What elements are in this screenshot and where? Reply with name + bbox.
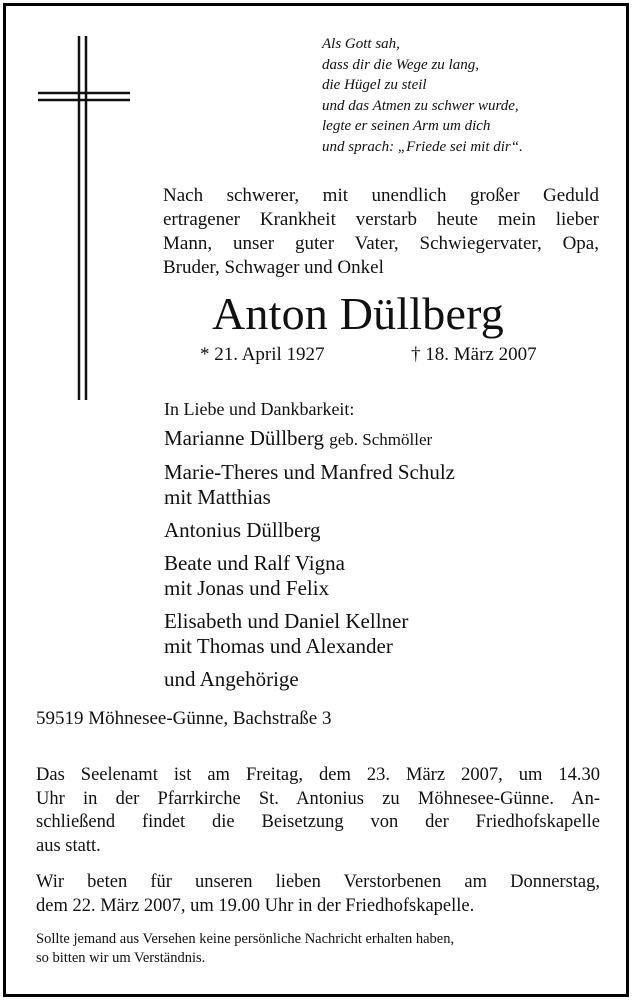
mourner-name: Beate und Ralf Vigna	[164, 551, 345, 575]
intro-line: Bruder, Schwager und Onkel	[163, 257, 384, 278]
poem-line: Als Gott sah,	[322, 36, 400, 52]
mourner-entry	[164, 551, 455, 601]
death-date: † 18. März 2007	[411, 344, 537, 365]
service-line: schließend findet die Beisetzung von der Friedhofskapelle	[36, 812, 600, 832]
poem-line: dass dir die Wege zu lang,	[322, 56, 479, 73]
mourner-children: mit Jonas und Felix	[164, 576, 330, 600]
mourner-name: Marianne Düllberg	[164, 426, 324, 450]
service-line: Das Seelenamt ist am Freitag, dem 23. März 2007, um 14.30	[36, 765, 600, 785]
notice-line: Sollte jemand aus Versehen keine persönliche Nachricht erhalten haben,	[36, 931, 455, 947]
mourner-name: Antonius Düllberg	[164, 518, 321, 542]
intro-text	[163, 184, 599, 280]
mourner-entry	[164, 426, 455, 452]
intro-line: Mann, unser guter Vater, Schwiegervater, Opa,	[163, 233, 599, 254]
mourner-entry	[164, 518, 455, 543]
mourner-name: Marie-Theres und Manfred Schulz	[164, 460, 455, 484]
prayer-line: dem 22. März 2007, um 19.00 Uhr in der Friedhofskapelle.	[36, 895, 475, 916]
intro-line: ertragener Krankheit verstarb heute mein lieber	[163, 209, 599, 230]
deceased-name: Anton Düllberg	[212, 288, 504, 339]
mourner-children: mit Matthias	[164, 485, 271, 509]
mourners-heading: In Liebe und Dankbarkeit:	[164, 399, 355, 419]
notice	[36, 930, 600, 968]
notice-line: so bitten wir um Verständnis.	[36, 950, 206, 966]
poem-line: die Hügel zu steil	[322, 77, 427, 93]
service-line: Uhr in der Pfarrkirche St. Antonius zu Möhnesee-Günne. An-	[36, 788, 600, 809]
poem-line: und sprach: „Friede sei mit dir“.	[322, 138, 523, 155]
address: 59519 Möhnesee-Günne, Bachstraße 3	[36, 708, 332, 729]
birth-date: * 21. April 1927	[200, 344, 325, 365]
mourner-name: und Angehörige	[164, 667, 299, 691]
service-line: aus statt.	[36, 835, 101, 856]
mourner-maiden-name: geb. Schmöller	[329, 430, 433, 449]
mourner-entry	[164, 609, 455, 659]
poem-line: und das Atmen zu schwer wurde,	[322, 97, 519, 114]
mourner-entry	[164, 667, 455, 692]
intro-line: Nach schwerer, mit unendlich großer Geduld	[163, 185, 599, 206]
prayer-line: Wir beten für unseren lieben Verstorbenen am Donnerstag,	[36, 872, 600, 892]
mourners-list	[164, 426, 455, 700]
mourner-entry	[164, 460, 455, 510]
mourner-children: mit Thomas und Alexander	[164, 634, 393, 658]
service-info	[36, 764, 600, 858]
poem-line: legte er seinen Arm um dich	[322, 118, 491, 134]
prayer-info	[36, 871, 600, 918]
poem	[322, 34, 612, 157]
cross-icon	[36, 34, 132, 402]
mourner-name: Elisabeth und Daniel Kellner	[164, 609, 409, 633]
